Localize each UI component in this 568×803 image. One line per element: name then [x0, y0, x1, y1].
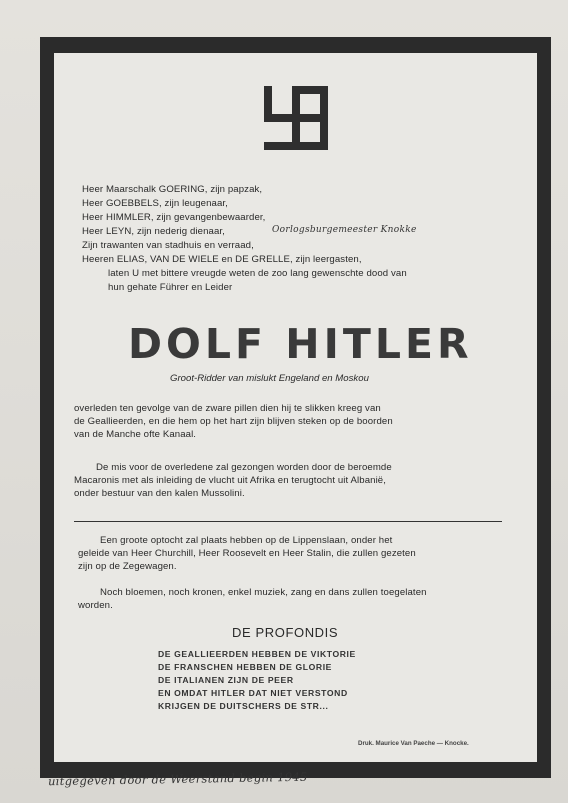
- paragraph-line: overleden ten gevolge van de zware pillen dien hij te slikken kreeg van: [74, 403, 381, 414]
- handwritten-insert: Oorlogsburgemeester Knokke: [272, 225, 417, 235]
- handwritten-footer: uitgegeven door de Weerstand begin 1945: [47, 769, 308, 789]
- notice-line: Heer GOEBBELS, zijn leugenaar,: [82, 198, 228, 209]
- deceased-title: Groot-Ridder van mislukt Engeland en Moskou: [170, 373, 369, 384]
- profundis-line: EN OMDAT HITLER DAT NIET VERSTOND: [158, 688, 348, 698]
- de-profondis-title: DE PROFONDIS: [232, 625, 339, 640]
- paragraph-line: zijn op de Zegewagen.: [78, 561, 177, 572]
- paragraph-line: van de Manche ofte Kanaal.: [74, 429, 197, 440]
- notice-line: laten U met bittere vreugde weten de zoo lang gewenschte dood van: [108, 268, 407, 279]
- paragraph-line: worden.: [78, 600, 113, 611]
- paragraph-line: Een groote optocht zal plaats hebben op de Lippenslaan, onder het: [100, 535, 393, 546]
- notice-line: Zijn trawanten van stadhuis en verraad,: [82, 240, 254, 251]
- deceased-name: DOLF HITLER: [128, 320, 473, 368]
- notice-line: hun gehate Führer en Leider: [108, 282, 233, 293]
- printer-credit: Druk. Maurice Van Paeche — Knocke.: [358, 740, 469, 747]
- paragraph-line: de Geallieerden, en die hem op het hart zijn blijven steken op de boorden: [74, 416, 393, 427]
- profundis-line: DE ITALIANEN ZIJN DE PEER: [158, 675, 294, 685]
- paragraph-line: onder bestuur van den kalen Mussolini.: [74, 488, 245, 499]
- profundis-line: DE GEALLIEERDEN HEBBEN DE VIKTORIE: [158, 649, 356, 659]
- divider-rule: [74, 521, 502, 522]
- swastika-symbol-icon: [262, 84, 330, 152]
- paragraph-line: geleide van Heer Churchill, Heer Roosevelt en Heer Stalin, die zullen gezeten: [78, 548, 416, 559]
- paragraph-line: Noch bloemen, noch kronen, enkel muziek, zang en dans zullen toegelaten: [100, 587, 427, 598]
- paragraph-line: De mis voor de overledene zal gezongen worden door de beroemde: [96, 462, 392, 473]
- notice-line: Heeren ELIAS, VAN DE WIELE en DE GRELLE, zijn leergasten,: [82, 254, 362, 265]
- profundis-line: DE FRANSCHEN HEBBEN DE GLORIE: [158, 662, 333, 672]
- notice-line: Heer HIMMLER, zijn gevangenbewaarder,: [82, 212, 266, 223]
- notice-line: Heer LEYN, zijn nederig dienaar,: [82, 226, 225, 237]
- paragraph-line: Macaronis met als inleiding de vlucht uit Afrika en terugtocht uit Albanië,: [74, 475, 387, 486]
- profundis-line: KRIJGEN DE DUITSCHERS DE STR...: [158, 701, 329, 711]
- notice-line: Heer Maarschalk GOERING, zijn papzak,: [82, 184, 263, 195]
